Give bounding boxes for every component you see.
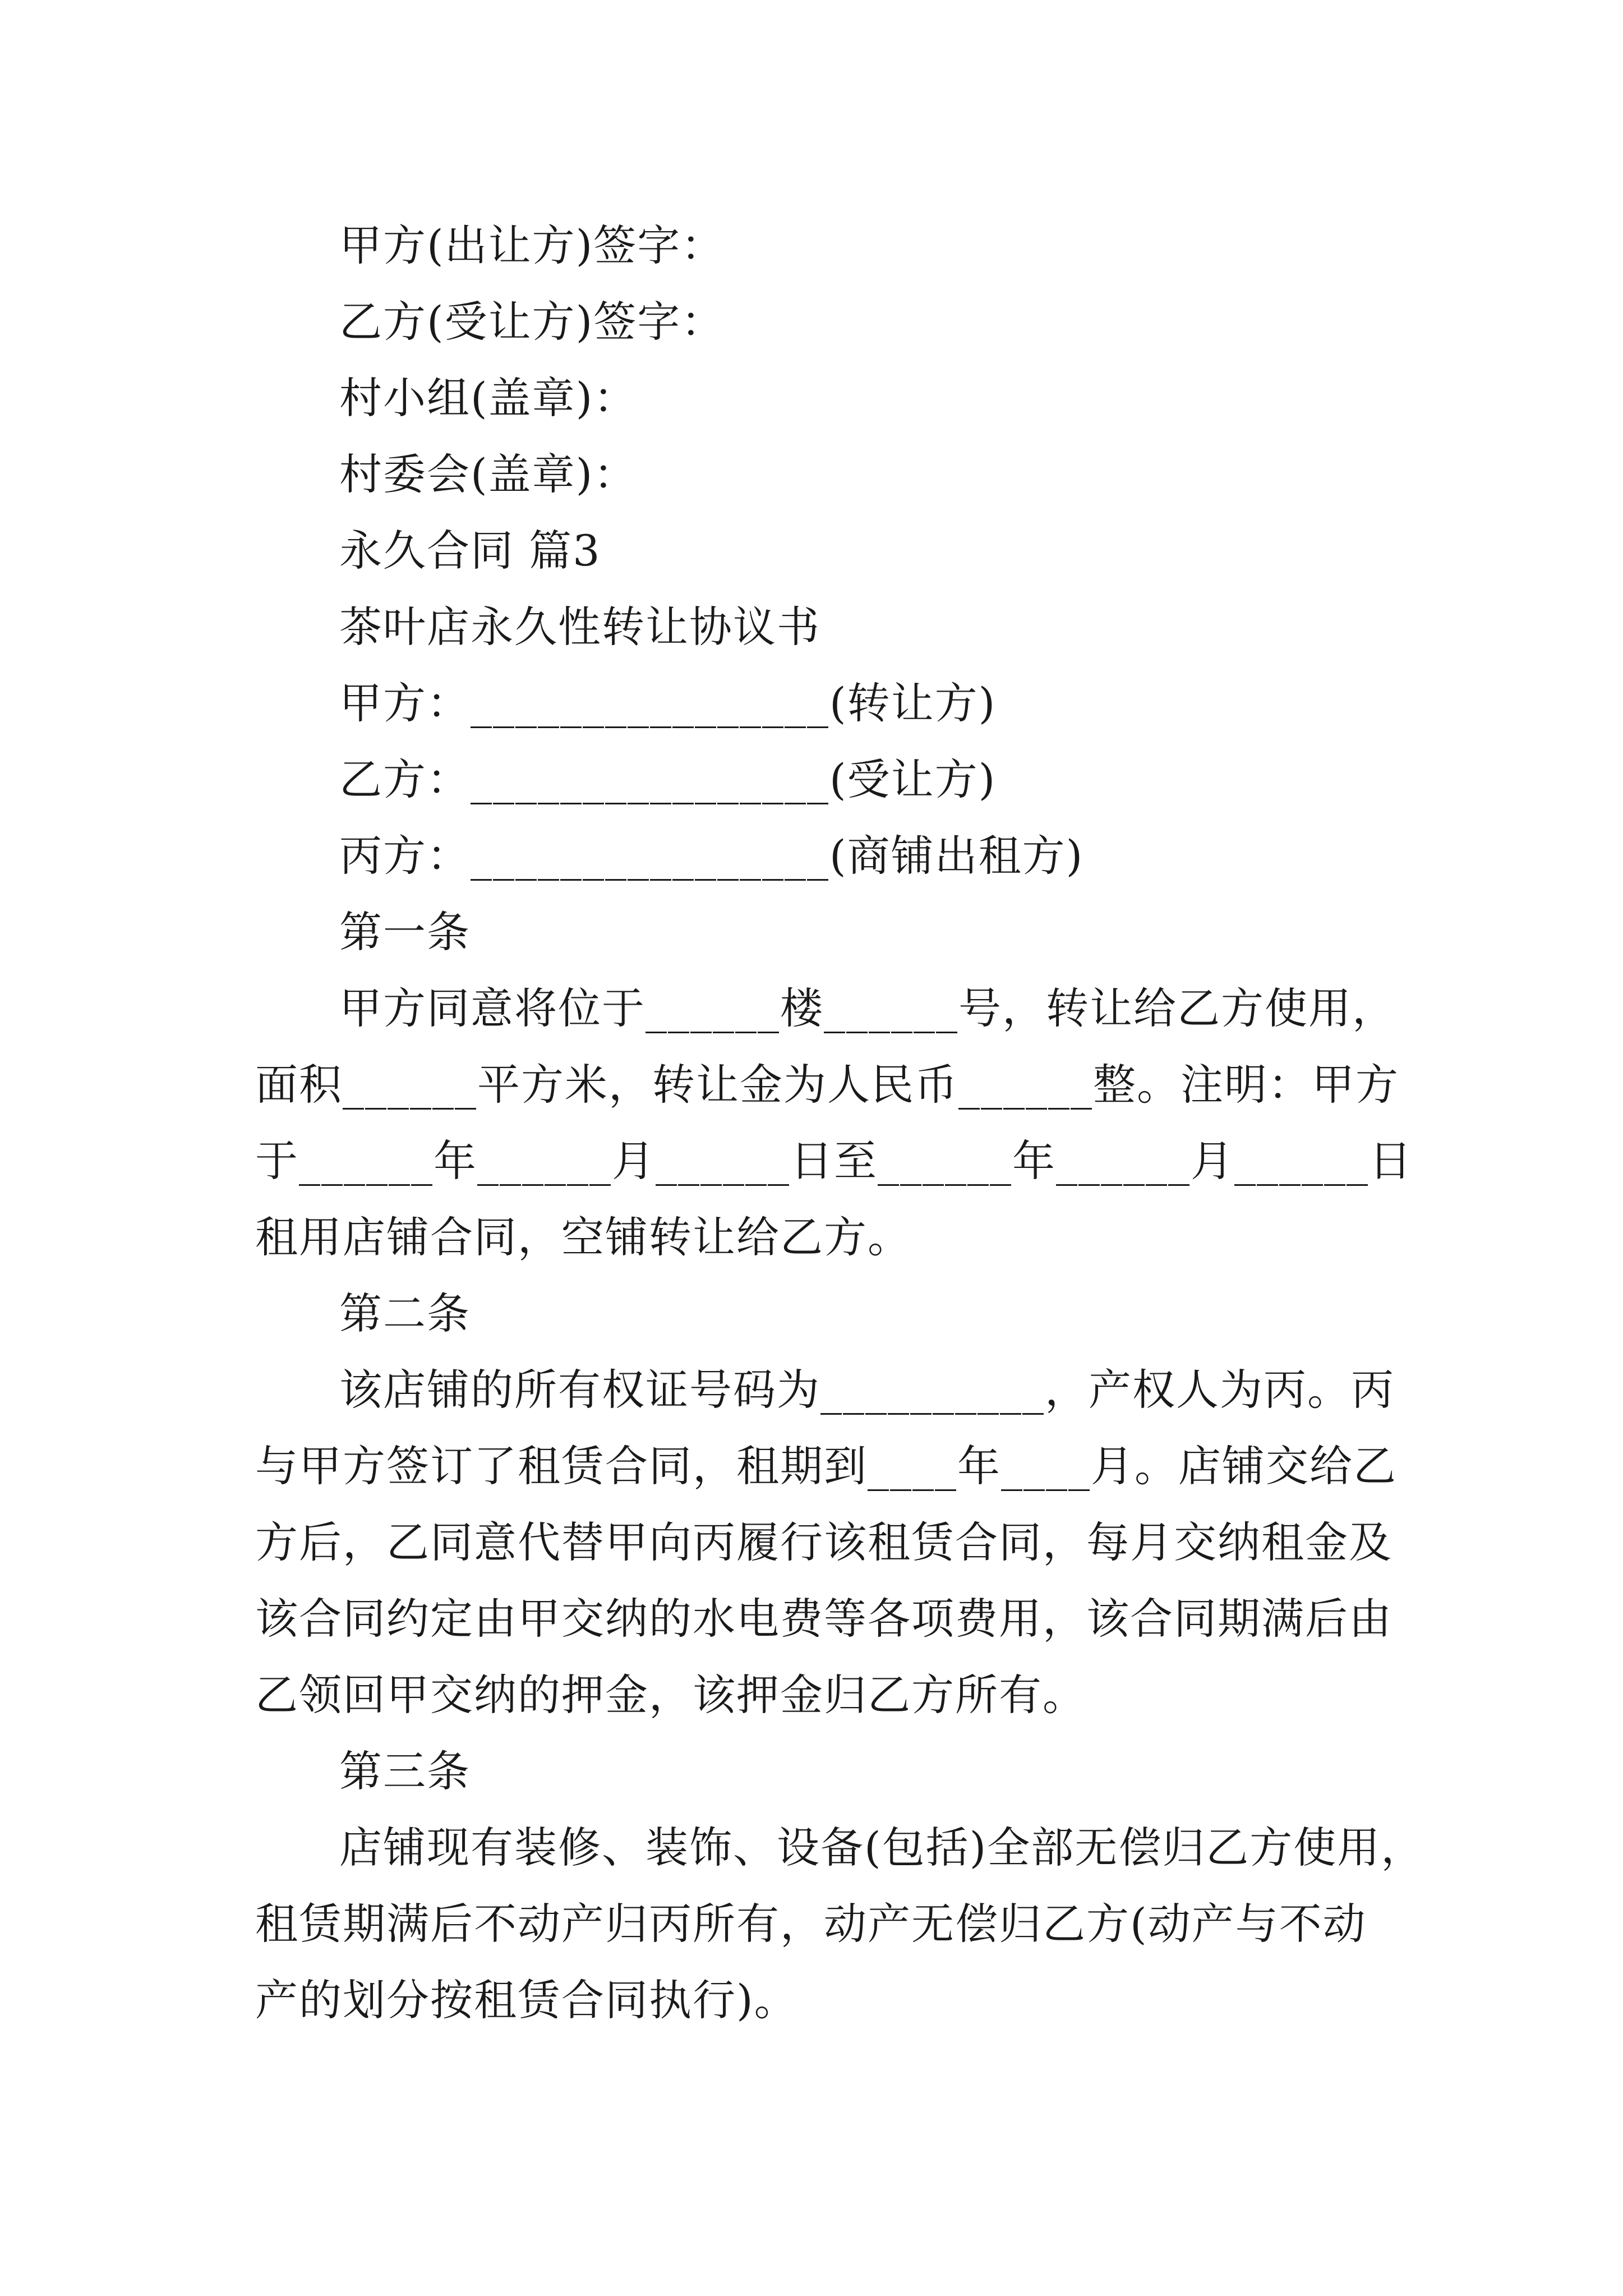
document-line: 村小组(盖章)：: [339, 373, 638, 423]
document-line: 茶叶店永久性转让协议书: [339, 602, 820, 652]
document-line: 第三条: [339, 1746, 471, 1796]
document-line: 面积______平方米，转让金为人民币______整。注明：甲方: [255, 1060, 1399, 1110]
document-line: 租赁期满后不动产归丙所有，动产无偿归乙方(动产与不动: [255, 1899, 1367, 1949]
document-line: 产的划分按租赁合同执行)。: [255, 1975, 798, 2025]
document-line: 该合同约定由甲交纳的水电费等各项费用，该合同期满后由: [255, 1594, 1393, 1644]
document-body: [255, 208, 1425, 2039]
document-line: 村委会(盖章)：: [339, 449, 638, 499]
document-line: 甲方同意将位于______楼______号，转让给乙方使用，: [339, 983, 1396, 1033]
document-line: 于______年______月______日至______年______月______日: [255, 1136, 1413, 1186]
document-line: 乙方(受让方)签字：: [339, 297, 725, 347]
document-line: 方后，乙同意代替甲向丙履行该租赁合同，每月交纳租金及: [255, 1517, 1393, 1567]
document-line: 第二条: [339, 1289, 471, 1338]
document-line: 丙方：________________(商铺出租方): [339, 831, 1084, 881]
document-line: 乙方：________________(受让方): [339, 754, 997, 804]
document-line: 乙领回甲交纳的押金，该押金归乙方所有。: [255, 1670, 1086, 1720]
document-line: 甲方：________________(转让方): [339, 678, 997, 728]
document-line: 第一条: [339, 907, 471, 957]
document-line: 甲方(出让方)签字：: [339, 220, 725, 270]
document-line: 店铺现有装修、装饰、设备(包括)全部无偿归乙方使用，: [339, 1823, 1425, 1872]
document-line: 永久合同 篇3: [339, 526, 601, 576]
document-line: 该店铺的所有权证号码为__________，产权人为丙。丙: [339, 1365, 1395, 1415]
document-line: 租用店铺合同，空铺转让给乙方。: [255, 1212, 911, 1262]
document-line: 与甲方签订了租赁合同，租期到____年____月。店铺交给乙: [255, 1441, 1397, 1491]
